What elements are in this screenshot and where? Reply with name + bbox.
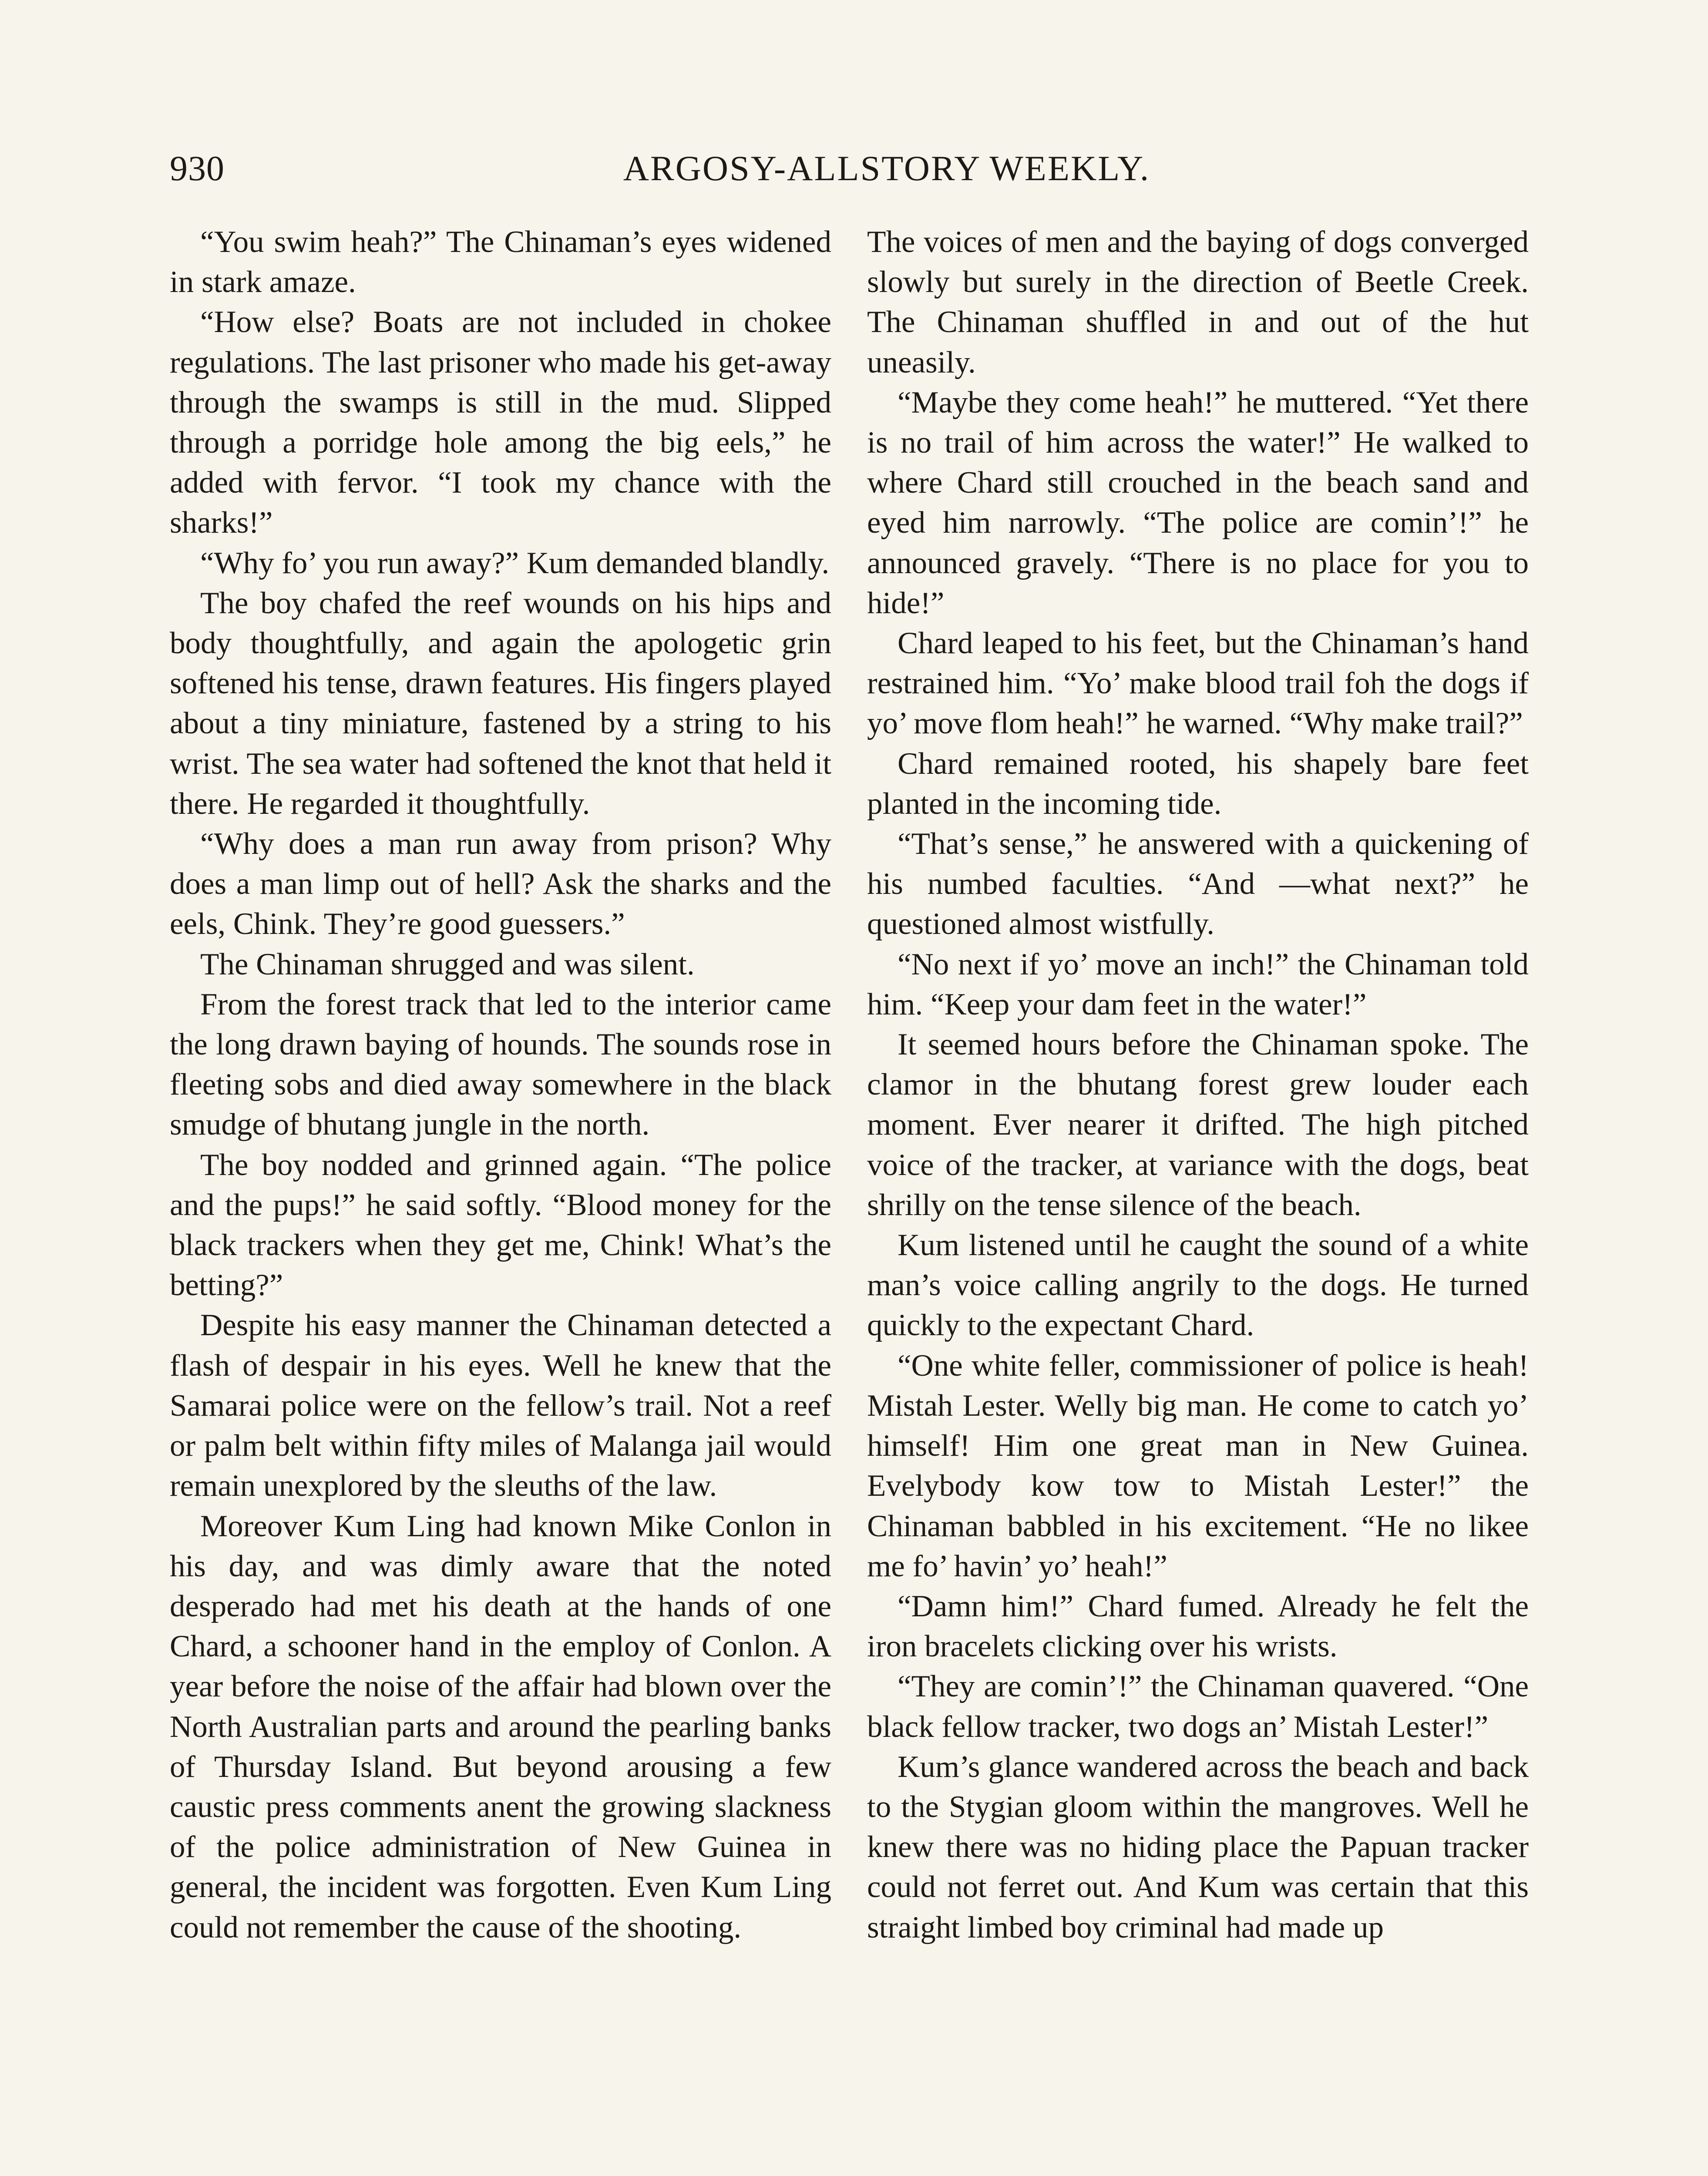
- paragraph: “Why fo’ you run away?” Kum demanded blandly.: [200, 546, 830, 580]
- paragraph: It seemed hours before the Chinaman spoke. The clamor in the bhutang forest grew louder each moment. Ever nearer it drifted. The high pitched voice of the tracker, at variance with the dogs, beat shrilly on the tense silence of the beach.: [867, 1028, 1529, 1222]
- paragraph: “Maybe they come heah!” he muttered. “Yet there is no trail of him across the water!” He walked to where Chard still crouched in the beach sand and eyed him narrowly. “The police are comin’!” he announced gravely. “There is no place for you to hide!”: [867, 385, 1529, 620]
- paragraph: “They are comin’!” the Chinaman quavered. “One black fellow tracker, two dogs an’ Mistah Lester!”: [867, 1669, 1529, 1744]
- paragraph: The boy nodded and grinned again. “The police and the pups!” he said softly. “Blood money for the black trackers when they get me, Chink! What’s the betting?”: [170, 1148, 831, 1303]
- paragraph: Kum’s glance wandered across the beach and back to the Stygian gloom within the mangroves. Well he knew there was no hiding place the Papuan tracker could not ferret out. And Kum was certain that this straight limbed boy criminal had made up: [867, 1750, 1529, 1944]
- left-column: [170, 222, 831, 1948]
- paragraph: “That’s sense,” he answered with a quickening of his numbed faculties. “And —what next?” he questioned almost wistfully.: [867, 827, 1529, 941]
- page-number: 930: [170, 148, 225, 188]
- paragraph: The Chinaman shrugged and was silent.: [200, 947, 695, 981]
- right-column: [867, 222, 1529, 1948]
- paragraph: Despite his easy manner the Chinaman detected a flash of despair in his eyes. Well he knew that the Samarai police were on the fellow’s trail. Not a reef or palm belt within fifty miles of Malanga jail would remain unexplored by the sleuths of the law.: [170, 1308, 831, 1503]
- paragraph: The boy chafed the reef wounds on his hips and body thoughtfully, and again the apologetic grin softened his tense, drawn features. His fingers played about a tiny miniature, fastened by a string to his wrist. The sea water had softened the knot that held it there. He regarded it thoughtfully.: [170, 586, 831, 821]
- paragraph: Chard leaped to his feet, but the Chinaman’s hand restrained him. “Yo’ make blood trail foh the dogs if yo’ move flom heah!” he warned. “Why make trail?”: [867, 626, 1529, 741]
- paragraph: “One white feller, commissioner of police is heah! Mistah Lester. Welly big man. He come to catch yo’ himself! Him one great man in New Guinea. Evelybody kow tow to Mistah Lester!” the Chinaman babbled in his excitement. “He no likee me fo’ havin’ yo’ heah!”: [867, 1348, 1529, 1583]
- paragraph: From the forest track that led to the interior came the long drawn baying of hounds. The sounds rose in fleeting sobs and died away somewhere in the black smudge of bhutang jungle in the north.: [170, 987, 831, 1142]
- paragraph: “Damn him!” Chard fumed. Already he felt the iron bracelets clicking over his wrists.: [867, 1589, 1529, 1664]
- paragraph: “You swim heah?” The Chinaman’s eyes widened in stark amaze.: [170, 225, 831, 299]
- paragraph: Kum listened until he caught the sound of a white man’s voice calling angrily to the dogs. He turned quickly to the expectant Chard.: [867, 1228, 1529, 1343]
- running-title: ARGOSY-ALLSTORY WEEKLY.: [623, 148, 1150, 188]
- paragraph: Moreover Kum Ling had known Mike Conlon in his day, and was dimly aware that the noted desperado had met his death at the hands of one Chard, a schooner hand in the employ of Conlon. A year before the noise of the affair had blown over the North Australian parts and around the pearling banks of Thursday Island. But beyond arousing a few caustic press comments anent the growing slackness of the police administration of New Guinea in general, the incident was forgotten. Even Kum Ling could not remember the cause of the shooting.: [170, 1509, 831, 1944]
- paragraph: “Why does a man run away from prison? Why does a man limp out of hell? Ask the sharks and the eels, Chink. They’re good guessers.”: [170, 827, 831, 941]
- paragraph: Chard remained rooted, his shapely bare feet planted in the incoming tide.: [867, 746, 1529, 821]
- paragraph: The voices of men and the baying of dogs converged slowly but surely in the direction of Beetle Creek. The Chinaman shuffled in and out of the hut uneasily.: [867, 225, 1529, 379]
- paragraph: “No next if yo’ move an inch!” the Chinaman told him. “Keep your dam feet in the water!”: [867, 947, 1529, 1021]
- paragraph: “How else? Boats are not included in chokee regulations. The last prisoner who made his get-away through the swamps is still in the mud. Slipped through a porridge hole among the big eels,” he added with fervor. “I took my chance with the sharks!”: [170, 305, 831, 540]
